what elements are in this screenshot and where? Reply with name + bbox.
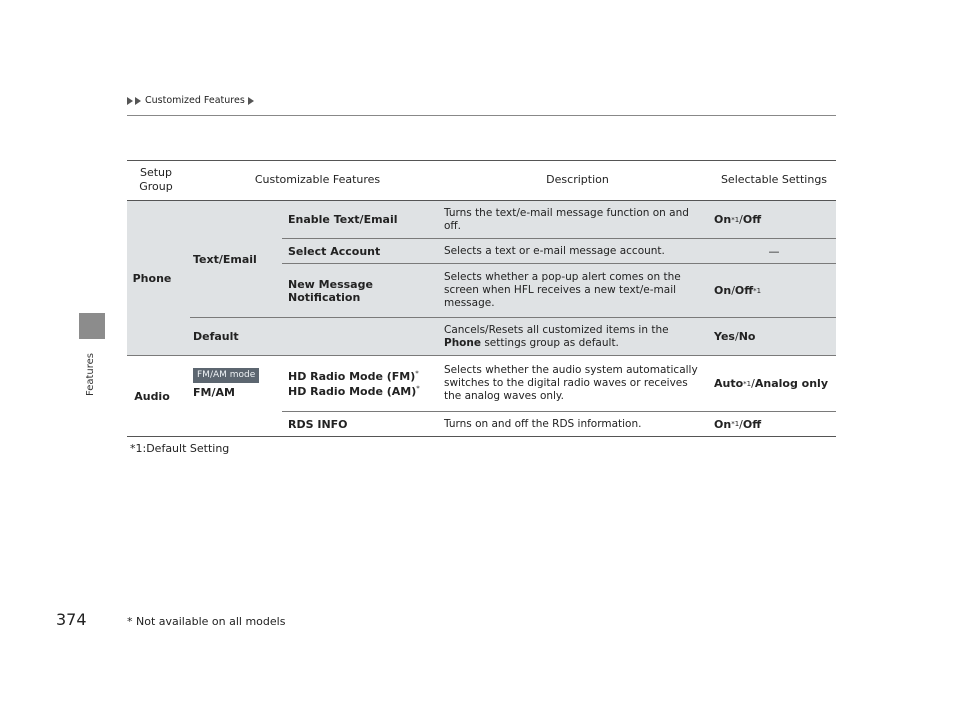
col-header-selectable-settings: Selectable Settings	[720, 173, 828, 186]
not-all-models-marker: *	[416, 383, 420, 392]
breadcrumb	[127, 95, 256, 106]
setting-separator: /	[751, 377, 755, 390]
sub-group-text-email: Text/Email	[193, 252, 257, 266]
sub-group-fm-am	[193, 356, 283, 411]
description-new-message-notification: Selects whether a pop-up alert comes on the screen when HFL receives a new text/e-mail message.	[444, 271, 681, 309]
setting-separator: /	[731, 284, 735, 297]
triangle-right-icon	[127, 97, 133, 105]
sub-group-fm-am-label: FM/AM	[193, 386, 235, 399]
setup-group-audio: Audio	[134, 389, 170, 403]
description-hd-radio-mode: Selects whether the audio system automatically switches to the digital radio waves or receives the analog waves only.	[444, 364, 698, 402]
section-tab-marker	[79, 313, 105, 339]
feature-hd-radio-am: HD Radio Mode (AM)	[288, 384, 417, 398]
setting-on: On	[714, 417, 732, 431]
setting-analog-only: Analog only	[754, 377, 828, 390]
description-default	[444, 318, 706, 355]
feature-enable-text-email: Enable Text/Email	[288, 213, 398, 226]
setting-auto: Auto	[714, 377, 744, 390]
feature-rds-info: RDS INFO	[288, 417, 348, 431]
setting-separator: /	[739, 417, 743, 431]
description-enable-text-email: Turns the text/e-mail message function on and off.	[444, 206, 689, 232]
feature-hd-radio-fm: HD Radio Mode (FM)	[288, 369, 416, 383]
page-number: 374	[56, 610, 87, 629]
header-rule	[127, 115, 836, 116]
setting-separator: /	[734, 330, 739, 343]
setting-hd-radio-mode: Auto *1 / Analog only	[714, 377, 828, 390]
col-header-setup-group: Setup Group	[139, 166, 173, 193]
feature-default: Default	[193, 330, 239, 343]
feature-hd-radio-mode	[288, 356, 438, 411]
breadcrumb-label: Customized Features	[145, 95, 245, 106]
feature-new-message-notification: New Message Notification	[288, 277, 373, 304]
fm-am-mode-badge: FM/AM mode	[193, 368, 259, 383]
setting-off: Off	[734, 284, 754, 297]
triangle-right-icon	[248, 97, 254, 105]
phone-emphasis: Phone	[444, 336, 481, 349]
setup-group-phone: Phone	[132, 271, 172, 285]
setting-yes: Yes	[714, 330, 735, 343]
setting-select-account: —	[768, 244, 780, 258]
col-header-description: Description	[546, 173, 609, 186]
not-all-models-marker: *	[415, 368, 419, 377]
setting-enable-text-email: On *1 / Off	[714, 213, 762, 226]
default-setting-footnote: *1:Default Setting	[130, 442, 230, 455]
triangle-right-icon	[135, 97, 141, 105]
setting-separator: /	[739, 213, 743, 226]
setting-on: On	[714, 284, 732, 297]
description-select-account: Selects a text or e-mail message account.	[444, 244, 665, 257]
setting-on: On	[714, 213, 732, 226]
setting-off: Off	[742, 417, 762, 431]
setting-default	[714, 318, 834, 355]
page-footnote: * Not available on all models	[127, 615, 286, 628]
description-default-text: Cancels/Resets all customized items in the Phone settings group as default.	[444, 323, 669, 349]
setting-no: No	[738, 330, 756, 343]
table-bottom-rule	[127, 436, 836, 437]
setting-off: Off	[742, 213, 762, 226]
setting-new-message-notification: On / Off *1	[714, 284, 762, 297]
setting-rds-info: On *1 / Off	[714, 417, 762, 431]
side-section-label: Features	[85, 353, 96, 397]
feature-select-account: Select Account	[288, 244, 381, 258]
col-header-customizable-features: Customizable Features	[254, 173, 381, 186]
description-rds-info: Turns on and off the RDS information.	[444, 417, 642, 430]
